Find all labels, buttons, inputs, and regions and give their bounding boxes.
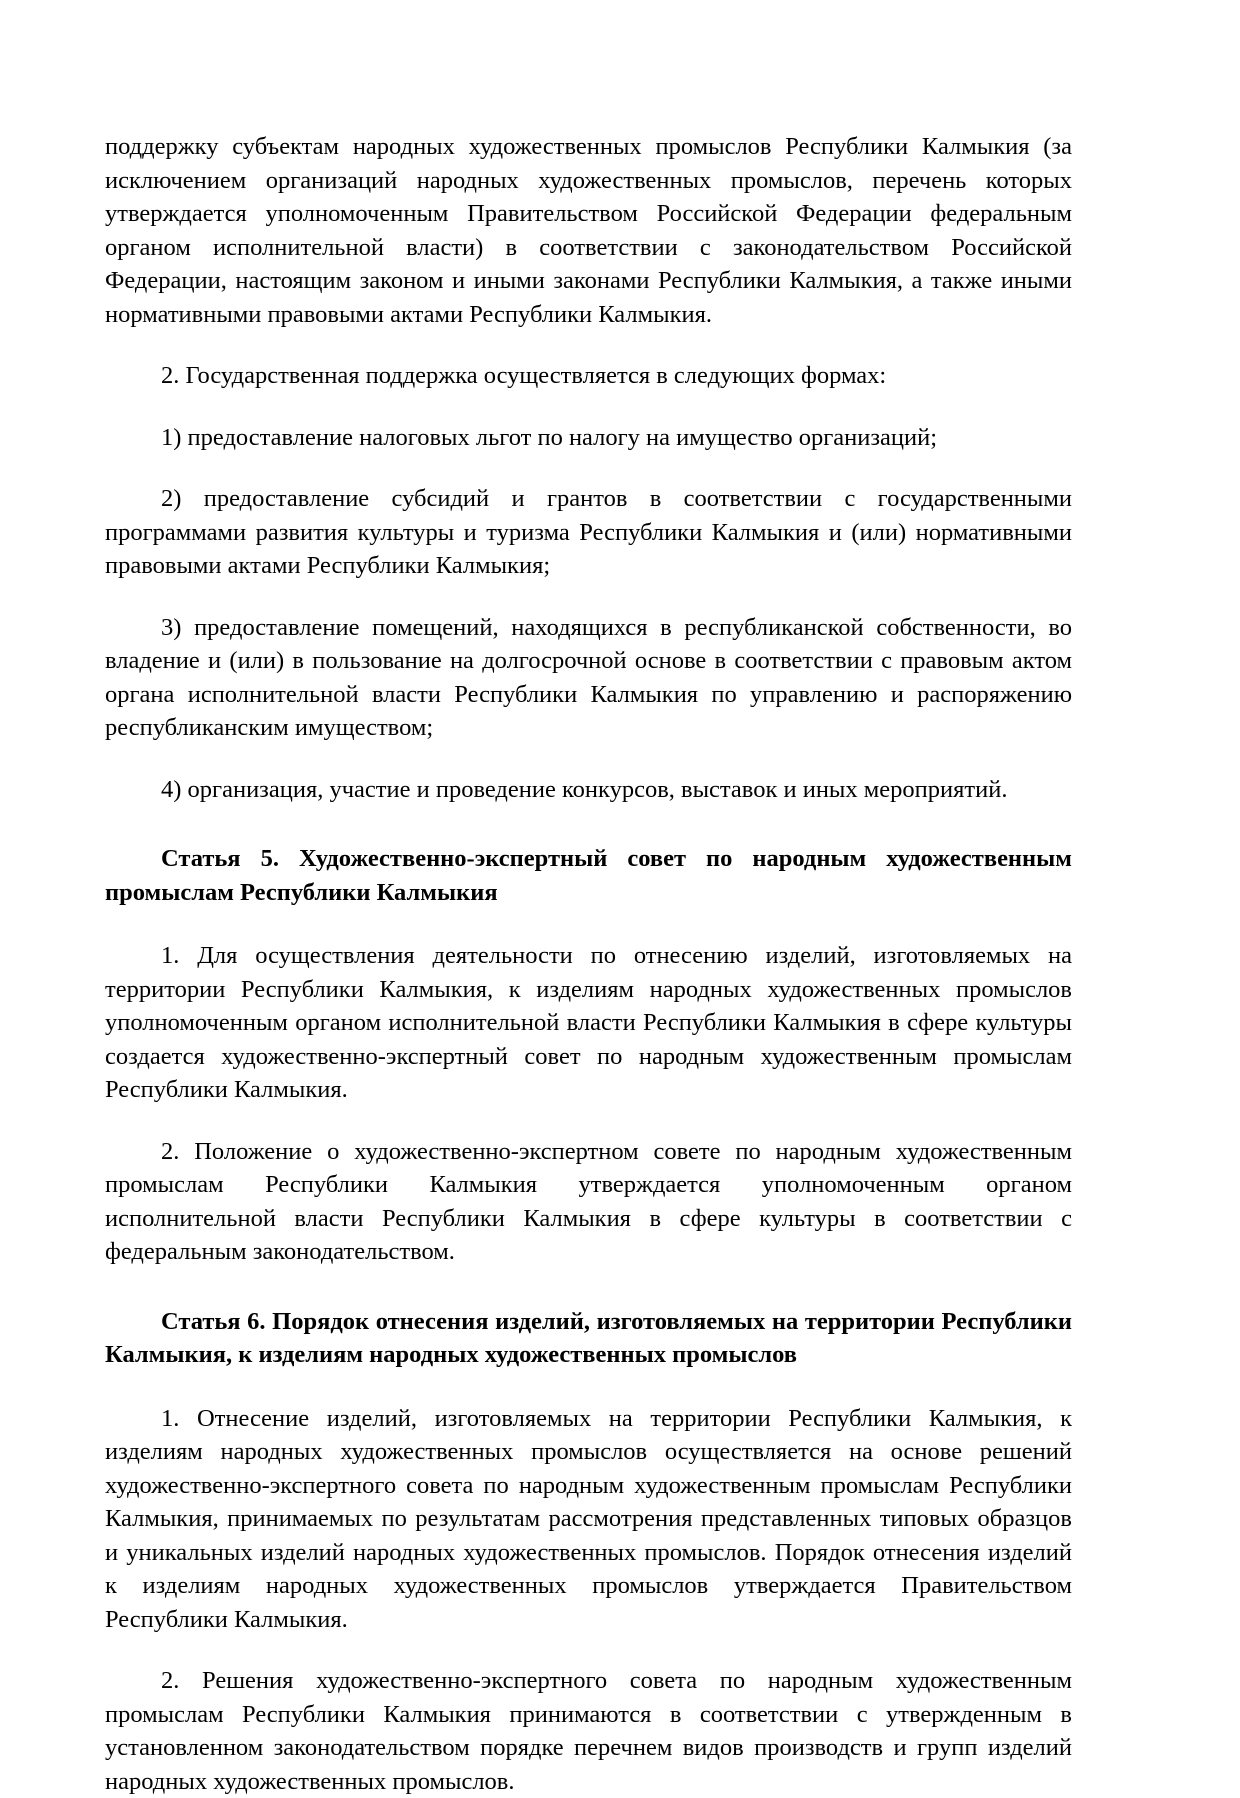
paragraph-gap bbox=[105, 393, 1072, 421]
paragraph-gap bbox=[105, 1636, 1072, 1664]
paragraph-continued: поддержку субъектам народных художественных промыслов Республики Калмыкия (за исключением организаций народных художественных промыслов, перечень которых утверждается уполномоченным Правительством Российской Федерации федеральным органом исполнительной власти) в соответствии с законодательством Российской Федерации, настоящим законом и иными законами Республики Калмыкия, а также иными нормативными правовыми актами Республики Калмыкия. bbox=[105, 133, 1072, 328]
heading-article-5: Статья 5. Художественно-экспертный совет по народным художественным промыслам Республики Калмыкия bbox=[105, 845, 1072, 906]
list-item-2: 2) предоставление субсидий и грантов в соответствии с государственными программами развития культуры и туризма Республики Калмыкия и (или) нормативными правовыми актами Республики Калмыкия; bbox=[105, 485, 1072, 579]
paragraph-article5-clause1: 1. Для осуществления деятельности по отнесению изделий, изготовляемых на территории Республики Калмыкия, к изделиям народных художественных промыслов уполномоченным органом исполнительной власти Республики Калмыкия в сфере культуры создается художественно-экспертный совет по народным художественным промыслам Республики Калмыкия. bbox=[105, 942, 1072, 1103]
heading-article-6: Статья 6. Порядок отнесения изделий, изготовляемых на территории Республики Калмыкия, к изделиям народных художественных промыслов bbox=[105, 1307, 1072, 1368]
paragraph-article4-clause2: 2. Государственная поддержка осуществляется в следующих формах: bbox=[161, 362, 887, 389]
paragraph-article5-clause2: 2. Положение о художественно-экспертном совете по народным художественным промыслам Республики Калмыкия утверждается уполномоченным органом исполнительной власти Республики Калмыкия в сфере культуры в соответствии с федеральным законодательством. bbox=[105, 1137, 1072, 1265]
paragraph-gap bbox=[105, 909, 1072, 939]
list-item-4: 4) организация, участие и проведение конкурсов, выставок и иных мероприятий. bbox=[161, 775, 1008, 803]
document-body bbox=[105, 130, 1072, 1798]
heading-gap bbox=[105, 1269, 1072, 1305]
paragraph-gap bbox=[105, 454, 1072, 482]
paragraph-gap bbox=[105, 331, 1072, 359]
list-item-3: 3) предоставление помещений, находящихся в республиканской собственности, во владение и (или) в пользование на долгосрочной основе в соответствии с правовым актом органа исполнительной власти Республики Калмыкия по управлению и распоряжению республиканским имуществом; bbox=[105, 613, 1072, 741]
heading-gap bbox=[105, 806, 1072, 842]
paragraph-gap bbox=[105, 583, 1072, 611]
paragraph-gap bbox=[105, 1372, 1072, 1402]
paragraph-article6-clause2: 2. Решения художественно-экспертного совета по народным художественным промыслам Республики Калмыкия принимаются в соответствии с утвержденным в установленном законодательством порядке перечнем видов производств и групп изделий народных художественных промыслов. bbox=[105, 1667, 1072, 1795]
paragraph-gap bbox=[105, 745, 1072, 773]
paragraph-gap bbox=[105, 1107, 1072, 1135]
list-item-1: 1) предоставление налоговых льгот по налогу на имущество организаций; bbox=[161, 423, 938, 451]
paragraph-article6-clause1: 1. Отнесение изделий, изготовляемых на территории Республики Калмыкия, к изделиям народных художественных промыслов осуществляется на основе решений художественно-экспертного совета по народным художественным промыслам Республики Калмыкия, принимаемых по результатам рассмотрения представленных типовых образцов и уникальных изделий народных художественных промыслов. Порядок отнесения изделий к изделиям народных художественных промыслов утверждается Правительством Республики Калмыкия. bbox=[105, 1404, 1072, 1633]
